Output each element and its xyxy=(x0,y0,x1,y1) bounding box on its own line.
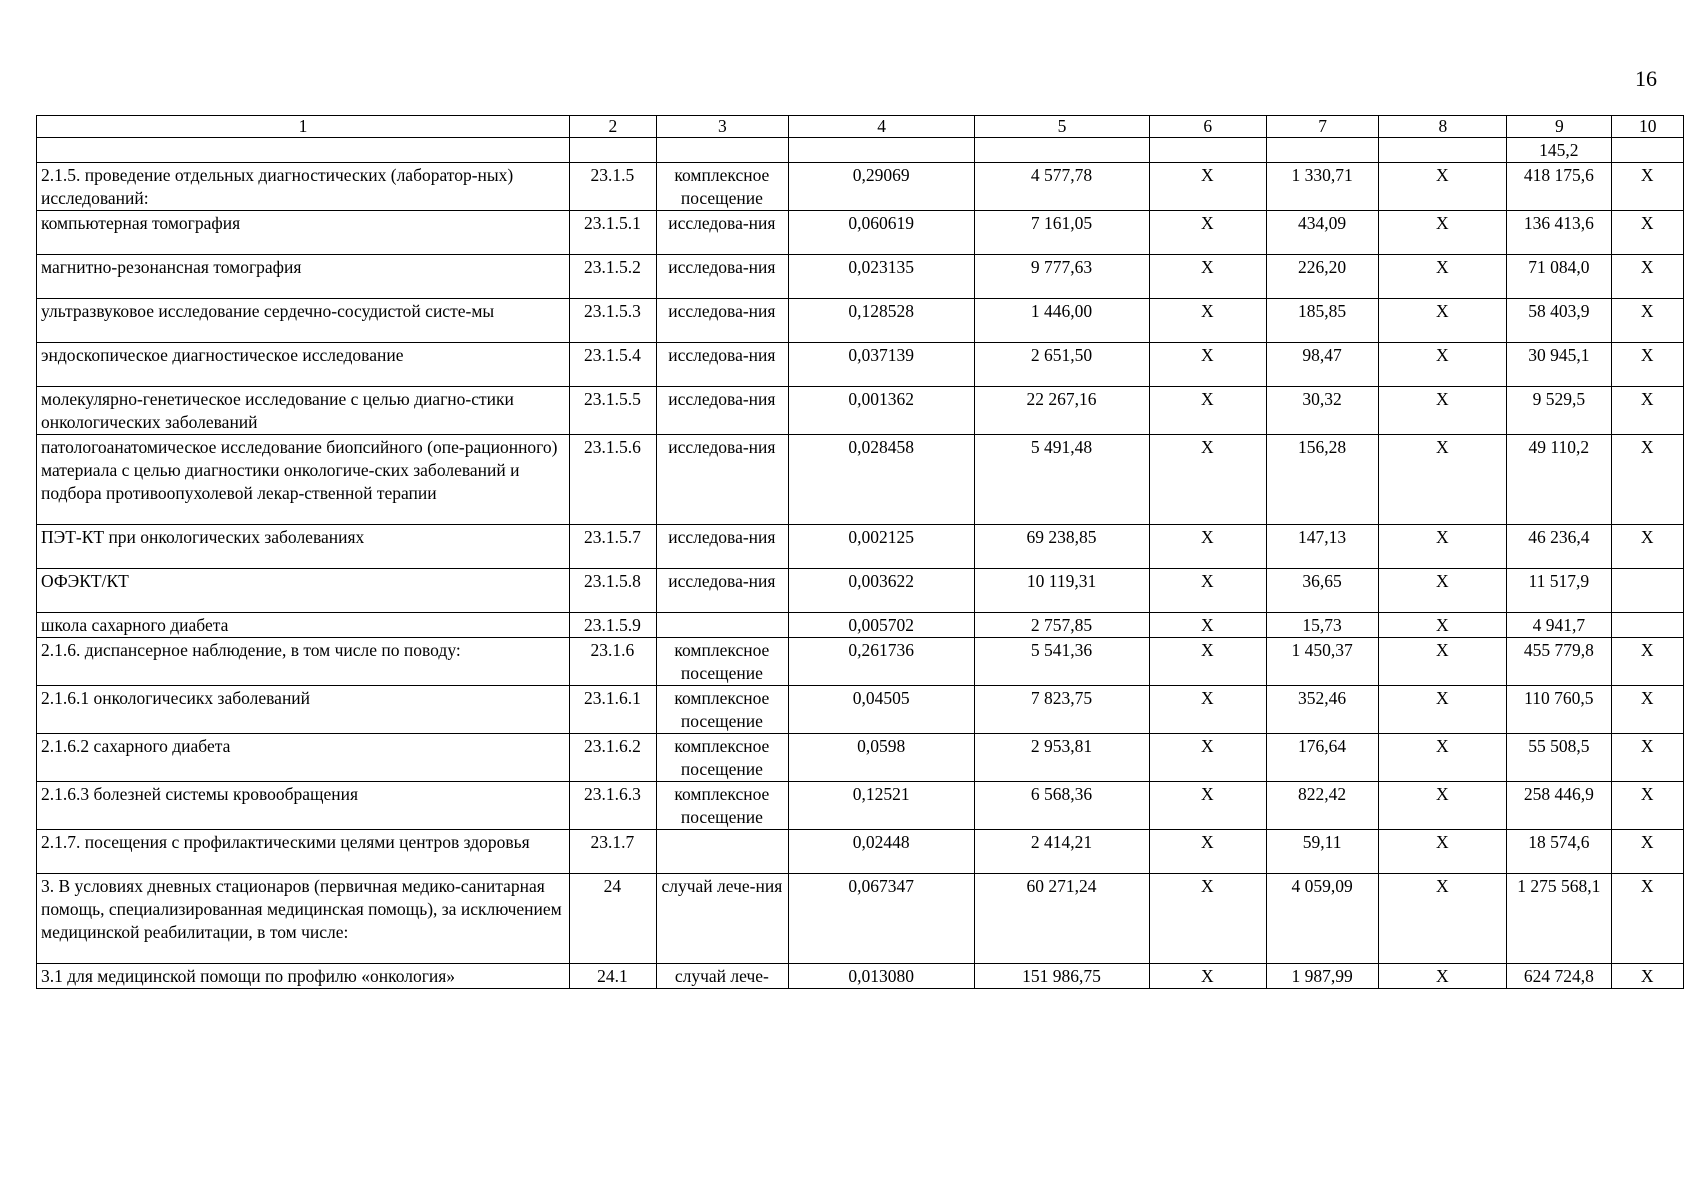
table-cell: 0,037139 xyxy=(788,343,974,387)
table-cell: 2.1.6.3 болезней системы кровообращения xyxy=(37,782,570,830)
table-cell: X xyxy=(1149,638,1266,686)
table-cell: X xyxy=(1612,638,1684,686)
table-cell: магнитно-резонансная томография xyxy=(37,255,570,299)
table-cell: 22 267,16 xyxy=(975,387,1149,435)
table-cell: 0,060619 xyxy=(788,211,974,255)
table-cell: X xyxy=(1612,435,1684,525)
table-cell: X xyxy=(1379,569,1507,613)
table-cell: 49 110,2 xyxy=(1507,435,1612,525)
table-cell: X xyxy=(1612,387,1684,435)
table-row xyxy=(37,138,1684,163)
table-cell: 151 986,75 xyxy=(975,964,1149,989)
table-cell: 6 568,36 xyxy=(975,782,1149,830)
table-cell: X xyxy=(1612,782,1684,830)
table-cell: исследова-ния xyxy=(656,435,788,525)
table-cell xyxy=(1612,569,1684,613)
table-cell: исследова-ния xyxy=(656,569,788,613)
table-cell: X xyxy=(1379,387,1507,435)
column-header: 4 xyxy=(788,116,974,138)
table-cell: случай лече- xyxy=(656,964,788,989)
table-cell: X xyxy=(1612,874,1684,964)
table-cell: 60 271,24 xyxy=(975,874,1149,964)
table-cell: 136 413,6 xyxy=(1507,211,1612,255)
table-cell: X xyxy=(1149,874,1266,964)
table-cell: 23.1.5.9 xyxy=(570,613,657,638)
table-cell: X xyxy=(1612,343,1684,387)
table-cell: 23.1.5.4 xyxy=(570,343,657,387)
table-cell: X xyxy=(1149,964,1266,989)
table-cell: 23.1.5.1 xyxy=(570,211,657,255)
table-cell: 71 084,0 xyxy=(1507,255,1612,299)
table-cell: 226,20 xyxy=(1266,255,1379,299)
table-cell: 23.1.6.3 xyxy=(570,782,657,830)
table-cell: 1 275 568,1 xyxy=(1507,874,1612,964)
table-cell: 0,001362 xyxy=(788,387,974,435)
table-cell: 147,13 xyxy=(1266,525,1379,569)
table-cell xyxy=(570,138,657,163)
table-cell: X xyxy=(1612,734,1684,782)
table-cell: 145,2 xyxy=(1507,138,1612,163)
table-cell: 2 953,81 xyxy=(975,734,1149,782)
table-cell: 4 059,09 xyxy=(1266,874,1379,964)
table-cell: 23.1.5.6 xyxy=(570,435,657,525)
table-cell: комплексное посещение xyxy=(656,782,788,830)
table-cell: исследова-ния xyxy=(656,525,788,569)
table-row xyxy=(37,782,1684,830)
table-cell: 23.1.6 xyxy=(570,638,657,686)
table-cell: 5 491,48 xyxy=(975,435,1149,525)
table-cell: X xyxy=(1379,734,1507,782)
table-cell: 55 508,5 xyxy=(1507,734,1612,782)
table-cell: комплексное посещение xyxy=(656,163,788,211)
table-cell: 9 529,5 xyxy=(1507,387,1612,435)
table-cell: молекулярно-генетическое исследование с целью диагно-стики онкологических заболеваний xyxy=(37,387,570,435)
table-cell: 1 330,71 xyxy=(1266,163,1379,211)
table-cell: X xyxy=(1612,163,1684,211)
table-cell: X xyxy=(1379,343,1507,387)
table-cell: X xyxy=(1612,299,1684,343)
table-cell: X xyxy=(1379,255,1507,299)
table-cell: 0,0598 xyxy=(788,734,974,782)
table-cell: 3. В условиях дневных стационаров (первичная медико-санитарная помощь, специализированная медицинская помощь), за исключением медицинской реабилитации, в том числе: xyxy=(37,874,570,964)
table-row xyxy=(37,387,1684,435)
table-cell: 4 577,78 xyxy=(975,163,1149,211)
table-cell: 0,013080 xyxy=(788,964,974,989)
table-cell: компьютерная томография xyxy=(37,211,570,255)
table-cell: исследова-ния xyxy=(656,387,788,435)
table-cell: 2 757,85 xyxy=(975,613,1149,638)
column-number-row xyxy=(37,116,1684,138)
table-cell: комплексное посещение xyxy=(656,686,788,734)
table-cell: 0,028458 xyxy=(788,435,974,525)
table-row xyxy=(37,569,1684,613)
table-cell xyxy=(788,138,974,163)
table-cell: 2.1.5. проведение отдельных диагностических (лаборатор-ных) исследований: xyxy=(37,163,570,211)
table-row xyxy=(37,686,1684,734)
table-cell: 0,023135 xyxy=(788,255,974,299)
table-cell: X xyxy=(1149,211,1266,255)
table-cell: X xyxy=(1149,435,1266,525)
table-row xyxy=(37,830,1684,874)
table-cell: 434,09 xyxy=(1266,211,1379,255)
table-cell: 0,12521 xyxy=(788,782,974,830)
table-cell: 185,85 xyxy=(1266,299,1379,343)
table-cell: 23.1.5.2 xyxy=(570,255,657,299)
table-cell: ОФЭКТ/КТ xyxy=(37,569,570,613)
table-cell: X xyxy=(1612,686,1684,734)
table-cell xyxy=(1612,138,1684,163)
table-cell: 2.1.6. диспансерное наблюдение, в том числе по поводу: xyxy=(37,638,570,686)
table-cell: случай лече-ния xyxy=(656,874,788,964)
table-cell: 23.1.5.3 xyxy=(570,299,657,343)
table-cell xyxy=(1266,138,1379,163)
table-cell: X xyxy=(1379,613,1507,638)
table-cell: X xyxy=(1379,830,1507,874)
table-cell: патологоанатомическое исследование биопсийного (опе-рационного) материала с целью диагностики онкологиче-ских заболеваний и подбора противоопухолевой лекар-ственной терапии xyxy=(37,435,570,525)
table-cell: X xyxy=(1612,830,1684,874)
table-cell: 0,04505 xyxy=(788,686,974,734)
table-cell: 23.1.5 xyxy=(570,163,657,211)
page-number: 16 xyxy=(1635,66,1657,91)
table-cell xyxy=(1149,138,1266,163)
table-cell: 0,067347 xyxy=(788,874,974,964)
table-cell: 9 777,63 xyxy=(975,255,1149,299)
table-cell: 352,46 xyxy=(1266,686,1379,734)
table-cell: 46 236,4 xyxy=(1507,525,1612,569)
column-header: 8 xyxy=(1379,116,1507,138)
table-cell: 455 779,8 xyxy=(1507,638,1612,686)
table-cell: 0,002125 xyxy=(788,525,974,569)
table-cell: 0,29069 xyxy=(788,163,974,211)
table-cell: X xyxy=(1379,211,1507,255)
table-cell: X xyxy=(1149,343,1266,387)
table-cell: X xyxy=(1379,435,1507,525)
table-cell: 3.1 для медицинской помощи по профилю «онкология» xyxy=(37,964,570,989)
table-cell: школа сахарного диабета xyxy=(37,613,570,638)
table-cell: X xyxy=(1149,782,1266,830)
column-header: 1 xyxy=(37,116,570,138)
table-cell: 5 541,36 xyxy=(975,638,1149,686)
table-cell: 36,65 xyxy=(1266,569,1379,613)
table-cell: X xyxy=(1149,613,1266,638)
table-cell: 0,02448 xyxy=(788,830,974,874)
table-cell: 58 403,9 xyxy=(1507,299,1612,343)
table-cell: 0,003622 xyxy=(788,569,974,613)
table-cell: 624 724,8 xyxy=(1507,964,1612,989)
table-cell: исследова-ния xyxy=(656,211,788,255)
table-cell: комплексное посещение xyxy=(656,734,788,782)
table-row xyxy=(37,343,1684,387)
table-cell: 2 414,21 xyxy=(975,830,1149,874)
table-cell: 1 446,00 xyxy=(975,299,1149,343)
table-cell: 0,261736 xyxy=(788,638,974,686)
table-row xyxy=(37,211,1684,255)
table-cell: 1 987,99 xyxy=(1266,964,1379,989)
table-cell: 24.1 xyxy=(570,964,657,989)
column-header: 3 xyxy=(656,116,788,138)
table-cell: X xyxy=(1612,525,1684,569)
table-cell: X xyxy=(1149,686,1266,734)
table-cell: X xyxy=(1379,299,1507,343)
table-cell: 30 945,1 xyxy=(1507,343,1612,387)
table-row xyxy=(37,638,1684,686)
table-cell: 822,42 xyxy=(1266,782,1379,830)
table-cell: 23.1.5.5 xyxy=(570,387,657,435)
table-cell: 2 651,50 xyxy=(975,343,1149,387)
table-cell: 0,128528 xyxy=(788,299,974,343)
table-cell: X xyxy=(1379,964,1507,989)
table-cell: 30,32 xyxy=(1266,387,1379,435)
table-cell: 258 446,9 xyxy=(1507,782,1612,830)
column-header: 10 xyxy=(1612,116,1684,138)
table-cell: 418 175,6 xyxy=(1507,163,1612,211)
table-cell: 69 238,85 xyxy=(975,525,1149,569)
column-header: 5 xyxy=(975,116,1149,138)
table-row xyxy=(37,613,1684,638)
table-cell: 23.1.7 xyxy=(570,830,657,874)
table-cell xyxy=(656,613,788,638)
table-cell: 2.1.6.2 сахарного диабета xyxy=(37,734,570,782)
table-cell xyxy=(37,138,570,163)
table-cell xyxy=(656,138,788,163)
table-cell: 15,73 xyxy=(1266,613,1379,638)
column-header: 6 xyxy=(1149,116,1266,138)
table-row xyxy=(37,734,1684,782)
data-table xyxy=(36,115,1684,989)
table-cell: ультразвуковое исследование сердечно-сосудистой систе-мы xyxy=(37,299,570,343)
table-cell: 24 xyxy=(570,874,657,964)
table-row xyxy=(37,435,1684,525)
table-cell: 10 119,31 xyxy=(975,569,1149,613)
table-cell: 0,005702 xyxy=(788,613,974,638)
table-body xyxy=(37,116,1684,989)
table-cell: 156,28 xyxy=(1266,435,1379,525)
table-cell: X xyxy=(1379,163,1507,211)
table-cell: 23.1.6.2 xyxy=(570,734,657,782)
table-cell: X xyxy=(1379,782,1507,830)
table-cell: 4 941,7 xyxy=(1507,613,1612,638)
table-cell: X xyxy=(1612,211,1684,255)
table-cell: X xyxy=(1612,255,1684,299)
table-cell: 23.1.6.1 xyxy=(570,686,657,734)
table-cell: ПЭТ-КТ при онкологических заболеваниях xyxy=(37,525,570,569)
table-cell: 23.1.5.7 xyxy=(570,525,657,569)
table-cell xyxy=(975,138,1149,163)
table-cell: X xyxy=(1149,734,1266,782)
table-cell: 2.1.6.1 онкологичесикх заболеваний xyxy=(37,686,570,734)
table-cell: X xyxy=(1612,964,1684,989)
table-cell: X xyxy=(1379,874,1507,964)
table-cell: X xyxy=(1149,163,1266,211)
table-cell: X xyxy=(1149,387,1266,435)
table-cell: 11 517,9 xyxy=(1507,569,1612,613)
table-cell: X xyxy=(1149,830,1266,874)
table-cell: X xyxy=(1149,569,1266,613)
table-row xyxy=(37,299,1684,343)
table-cell: исследова-ния xyxy=(656,343,788,387)
column-header: 2 xyxy=(570,116,657,138)
table-row xyxy=(37,525,1684,569)
table-cell: X xyxy=(1149,299,1266,343)
column-header: 7 xyxy=(1266,116,1379,138)
table-cell: X xyxy=(1379,638,1507,686)
table-cell: 98,47 xyxy=(1266,343,1379,387)
table-cell: 7 823,75 xyxy=(975,686,1149,734)
table-cell: X xyxy=(1379,525,1507,569)
table-row xyxy=(37,255,1684,299)
table-cell: исследова-ния xyxy=(656,299,788,343)
table-cell: 23.1.5.8 xyxy=(570,569,657,613)
table-cell xyxy=(656,830,788,874)
table-cell: X xyxy=(1149,255,1266,299)
table-cell: 59,11 xyxy=(1266,830,1379,874)
table-cell xyxy=(1612,613,1684,638)
table-row xyxy=(37,163,1684,211)
table-row xyxy=(37,964,1684,989)
table-cell: X xyxy=(1379,686,1507,734)
table-cell: 7 161,05 xyxy=(975,211,1149,255)
table-cell: эндоскопическое диагностическое исследование xyxy=(37,343,570,387)
table-cell xyxy=(1379,138,1507,163)
table-cell: 1 450,37 xyxy=(1266,638,1379,686)
table-cell: X xyxy=(1149,525,1266,569)
table-cell: 2.1.7. посещения с профилактическими целями центров здоровья xyxy=(37,830,570,874)
table-row xyxy=(37,874,1684,964)
table-cell: 176,64 xyxy=(1266,734,1379,782)
table-cell: 110 760,5 xyxy=(1507,686,1612,734)
table-cell: исследова-ния xyxy=(656,255,788,299)
table-cell: комплексное посещение xyxy=(656,638,788,686)
column-header: 9 xyxy=(1507,116,1612,138)
table-cell: 18 574,6 xyxy=(1507,830,1612,874)
